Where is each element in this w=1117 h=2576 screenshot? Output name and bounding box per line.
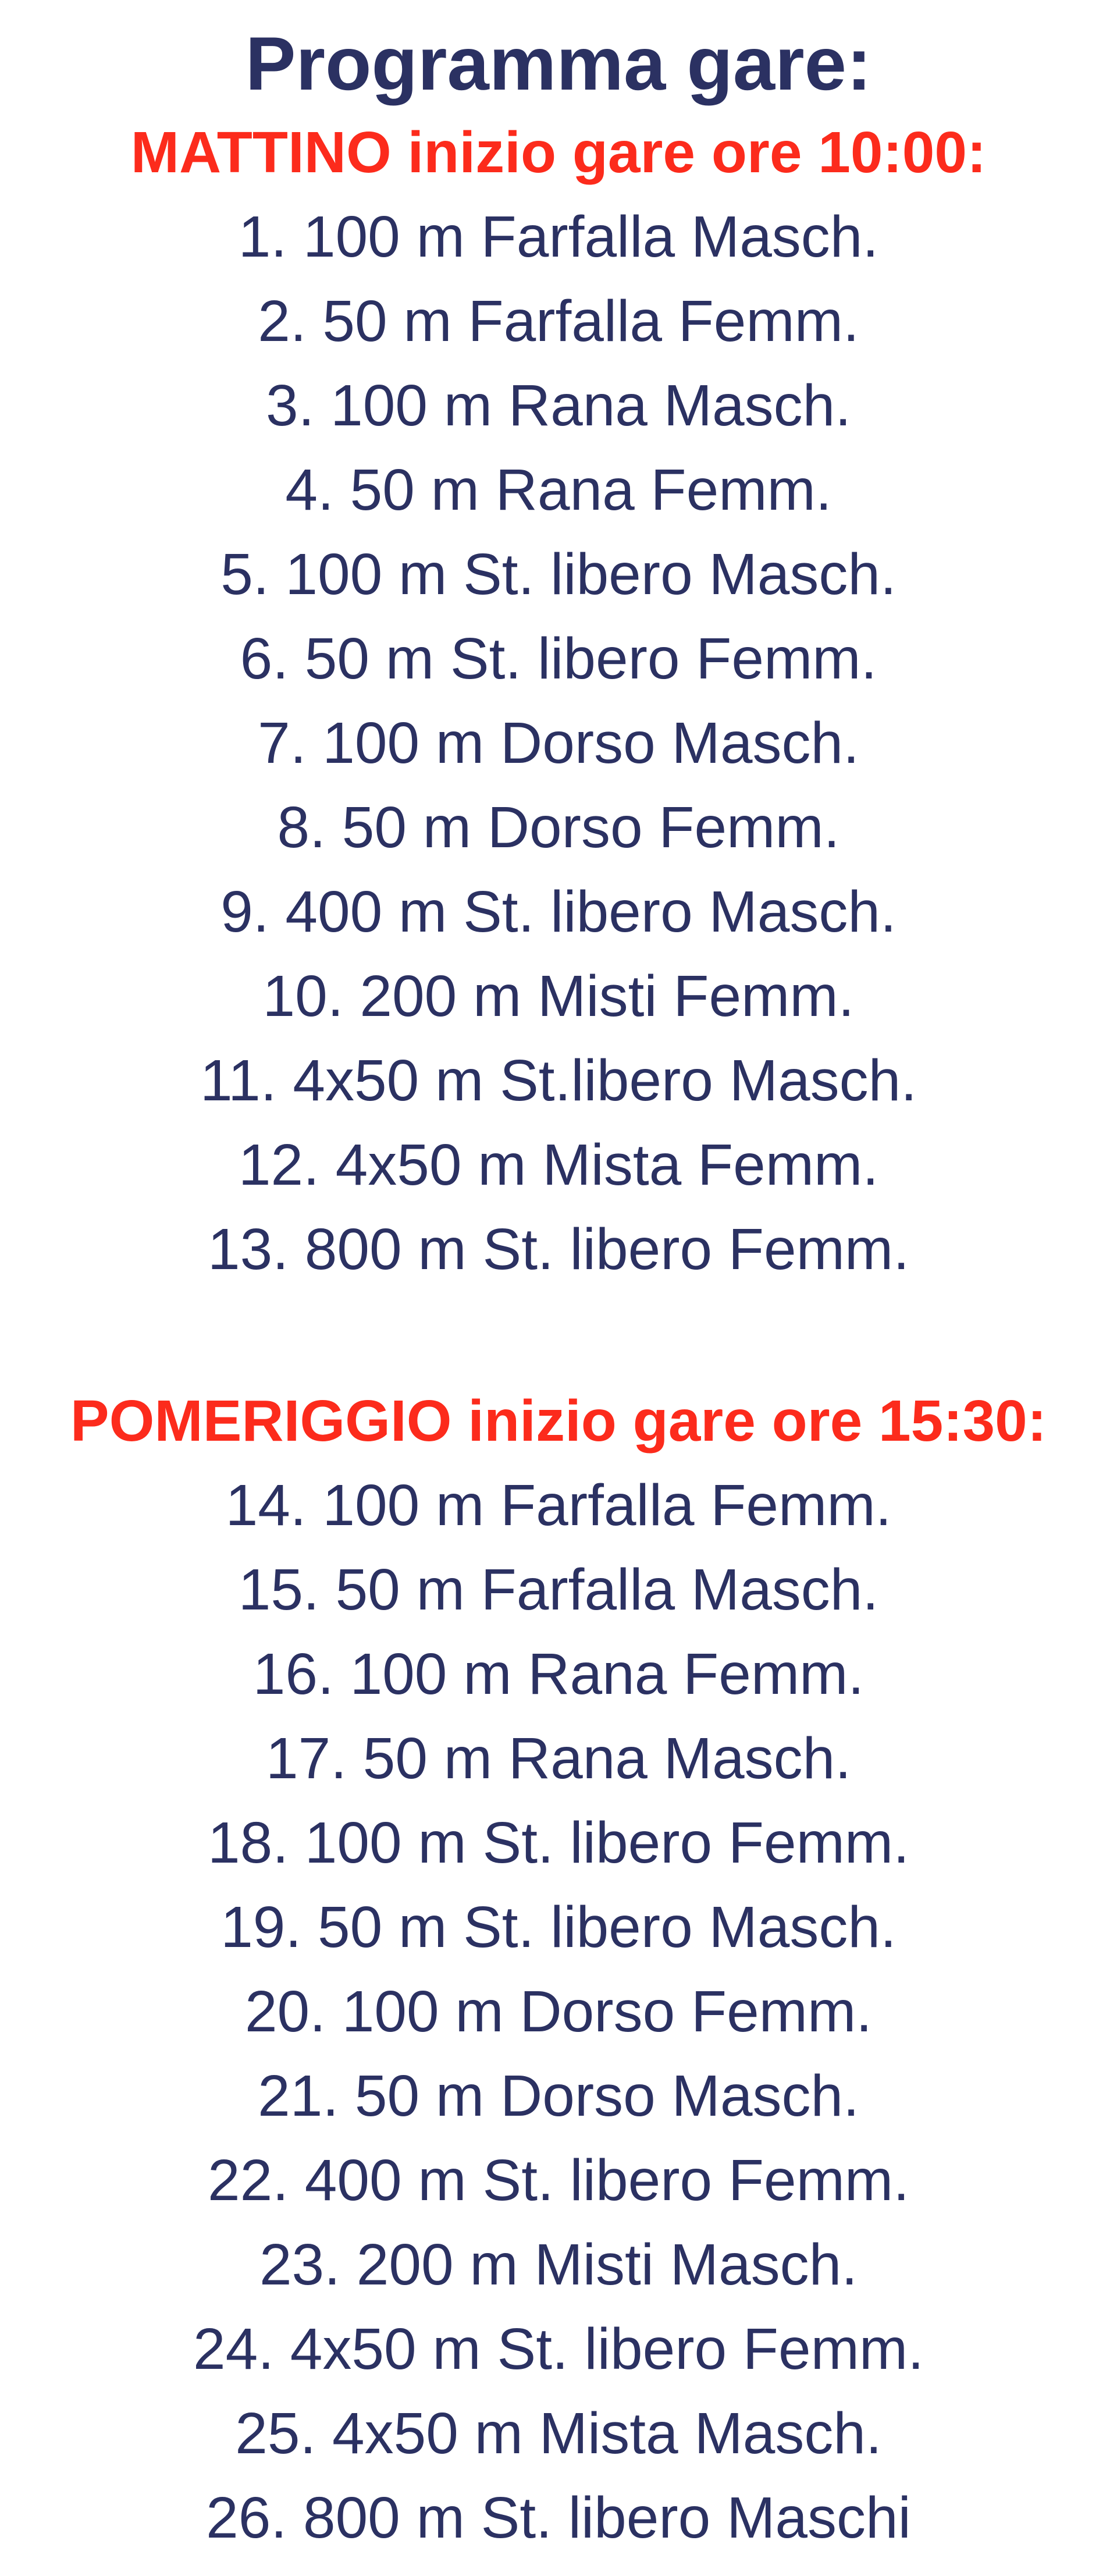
event-item: 21. 50 m Dorso Masch. [258,2063,859,2129]
event-item: 5. 100 m St. libero Masch. [220,542,897,607]
event-item: 6. 50 m St. libero Femm. [240,626,877,691]
event-item: 22. 400 m St. libero Femm. [207,2148,909,2213]
event-item: 19. 50 m St. libero Masch. [220,1895,897,1960]
event-item: 3. 100 m Rana Masch. [265,373,852,438]
event-item: 17. 50 m Rana Masch. [265,1726,852,1791]
event-item: 11. 4x50 m St.libero Masch. [200,1048,917,1113]
event-item: 4. 50 m Rana Femm. [285,457,832,523]
event-item: 9. 400 m St. libero Masch. [220,879,897,944]
event-item: 26. 800 m St. libero Maschi [206,2485,911,2550]
event-item: 1. 100 m Farfalla Masch. [238,204,879,269]
session-afternoon [0,1379,1117,2560]
event-item: 2. 50 m Farfalla Femm. [258,289,859,354]
event-item: 24. 4x50 m St. libero Femm. [193,2316,924,2382]
page-title: Programma gare: [245,21,872,106]
event-list-afternoon [0,1463,1117,2560]
event-item: 20. 100 m Dorso Femm. [244,1979,873,2044]
session-morning [0,111,1117,1292]
event-item: 25. 4x50 m Mista Masch. [235,2401,882,2466]
event-item: 7. 100 m Dorso Masch. [258,710,859,776]
event-item: 16. 100 m Rana Femm. [252,1641,865,1707]
event-item: 8. 50 m Dorso Femm. [277,795,840,860]
event-item: 18. 100 m St. libero Femm. [207,1810,909,1875]
event-item: 13. 800 m St. libero Femm. [207,1217,909,1282]
event-item: 12. 4x50 m Mista Femm. [238,1132,879,1198]
event-item: 14. 100 m Farfalla Femm. [225,1473,892,1538]
event-item: 15. 50 m Farfalla Masch. [238,1557,879,1622]
event-list-morning [0,195,1117,1292]
session-morning-heading: MATTINO inizio gare ore 10:00: [130,120,987,185]
event-item: 23. 200 m Misti Masch. [259,2232,858,2297]
session-afternoon-heading: POMERIGGIO inizio gare ore 15:30: [70,1388,1047,1454]
event-item: 10. 200 m Misti Femm. [262,964,855,1029]
